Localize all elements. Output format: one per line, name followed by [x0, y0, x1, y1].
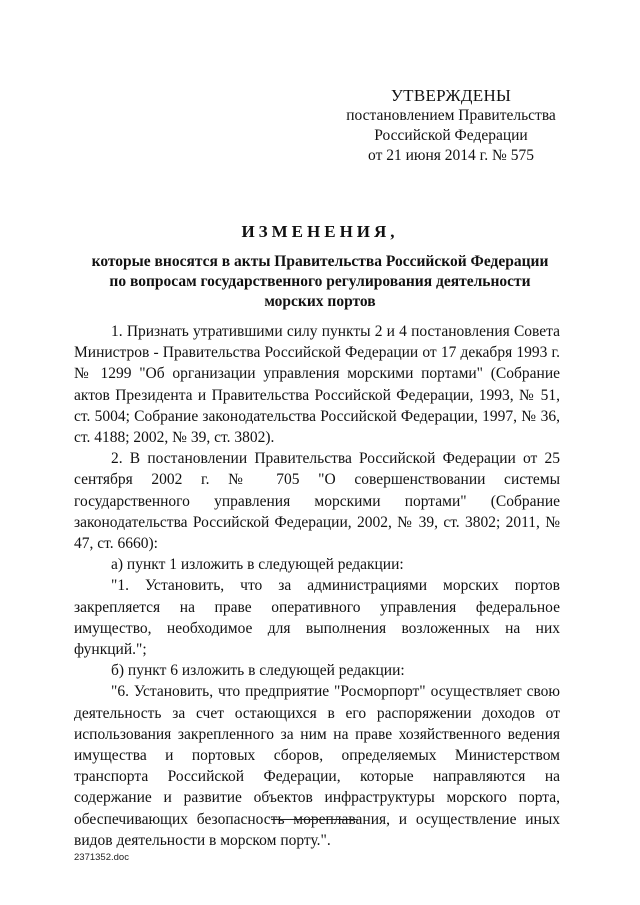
title-block: [60, 222, 580, 312]
document-body: [74, 321, 560, 851]
approval-stamp: [336, 86, 566, 166]
end-divider: [271, 819, 358, 820]
paragraph-2b: б) пункт 6 изложить в следующей редакции:: [111, 662, 405, 680]
paragraph-1: 1. Признать утратившими силу пункты 2 и 4 постановления Совета Министров - Правительства Российской Федерации от 17 декабря 1993 г. № 1299 "Об организации управления морскими портами" (Собрание актов Президента и Правительства Российской Федерации, 1993, № 51, ст. 5004; Собрание законодательства Российской Федерации, 1997, № 36, ст. 4188; 2002, № 39, ст. 3802).: [74, 323, 560, 447]
approval-line-3: от 21 июня 2014 г. № 575: [368, 147, 534, 164]
approval-line-2: Российской Федерации: [374, 127, 528, 144]
document-subtitle: [60, 252, 580, 312]
subtitle-line-3: морских портов: [264, 293, 376, 310]
file-reference: 2371352.doc: [74, 852, 129, 863]
paragraph-2a: а) пункт 1 изложить в следующей редакции:: [111, 556, 404, 574]
subtitle-line-1: которые вносятся в акты Правительства Российской Федерации: [91, 253, 549, 270]
paragraph-2: 2. В постановлении Правительства Российской Федерации от 25 сентября 2002 г. № 705 "О совершенствовании системы государственного управления морскими портами" (Собрание законодательства Российской Федерации, 2002, № 39, ст. 3802; 2011, № 47, ст. 6660):: [74, 450, 560, 553]
subtitle-line-2: по вопросам государственного регулирования деятельности: [109, 273, 531, 290]
approval-heading: УТВЕРЖДЕНЫ: [390, 86, 512, 105]
document-title: ИЗМЕНЕНИЯ,: [241, 222, 399, 241]
approval-line-1: постановлением Правительства: [346, 107, 556, 124]
paragraph-2b-text: "6. Установить, что предприятие "Росморпорт" осуществляет свою деятельность за счет остающихся в его распоряжении доходов от использования закрепленного за ним на праве хозяйственного ведения имущества и портовых сборов, определяемых Министерством транспорта Российской Федерации, которые направляются на содержание и развитие объектов инфраструктуры морского порта, обеспечивающих безопасность мореплавания, и осуществление иных видов деятельности в морском порту.".: [74, 683, 560, 849]
paragraph-2a-text: "1. Установить, что за администрациями морских портов закрепляется на праве оперативного управления федеральное имущество, необходимое для выполнения возложенных на них функций.";: [74, 577, 560, 659]
